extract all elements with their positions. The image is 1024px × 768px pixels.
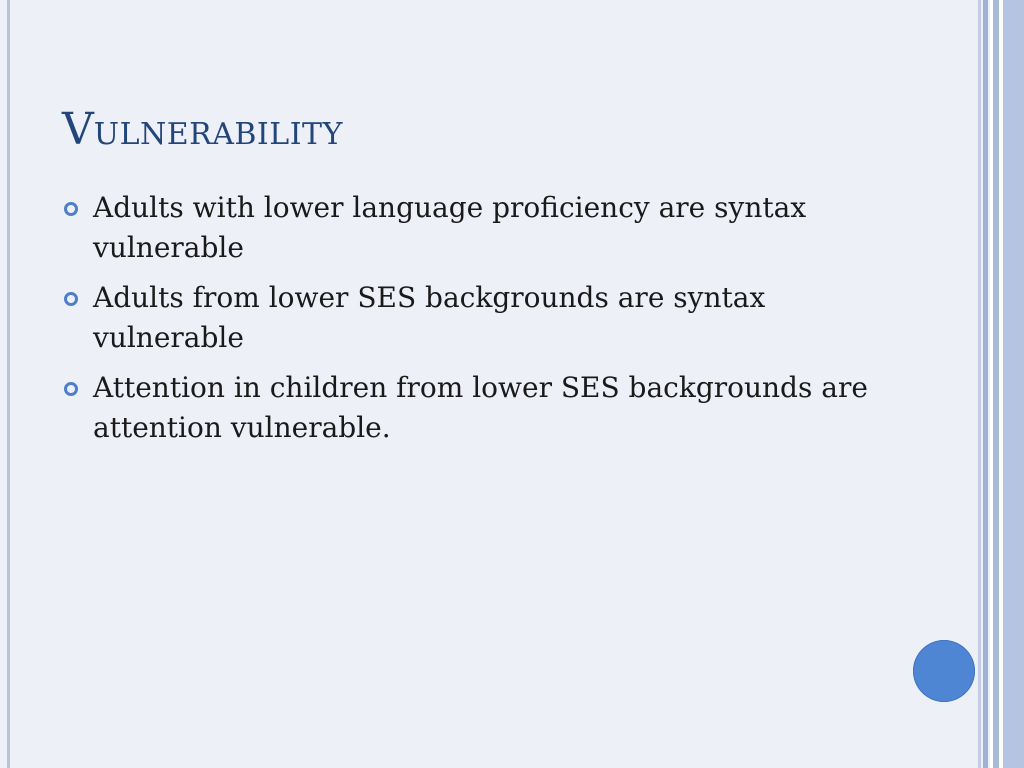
bullet-text: Adults with lower language proficiency are syntax vulnerable	[93, 191, 807, 264]
bullet-list	[62, 188, 892, 458]
slide-title	[62, 104, 343, 155]
hollow-circle-bullet-icon	[64, 382, 78, 396]
bullet-item	[62, 278, 892, 358]
bullet-text: Attention in children from lower SES backgrounds are attention vulnerable.	[93, 371, 868, 444]
bullet-text: Adults from lower SES backgrounds are syntax vulnerable	[93, 281, 766, 354]
hollow-circle-bullet-icon	[64, 202, 78, 216]
right-stripe	[983, 0, 988, 768]
left-edge-rule	[7, 0, 10, 768]
right-stripe	[1003, 0, 1024, 768]
slide-title-initial: V	[62, 104, 94, 155]
slide-title-rest: ULNERABILITY	[93, 117, 343, 152]
slide-nav-circle-icon[interactable]	[913, 640, 975, 702]
bullet-item	[62, 368, 892, 448]
hollow-circle-bullet-icon	[64, 292, 78, 306]
right-stripe	[978, 0, 981, 768]
bullet-item	[62, 188, 892, 268]
